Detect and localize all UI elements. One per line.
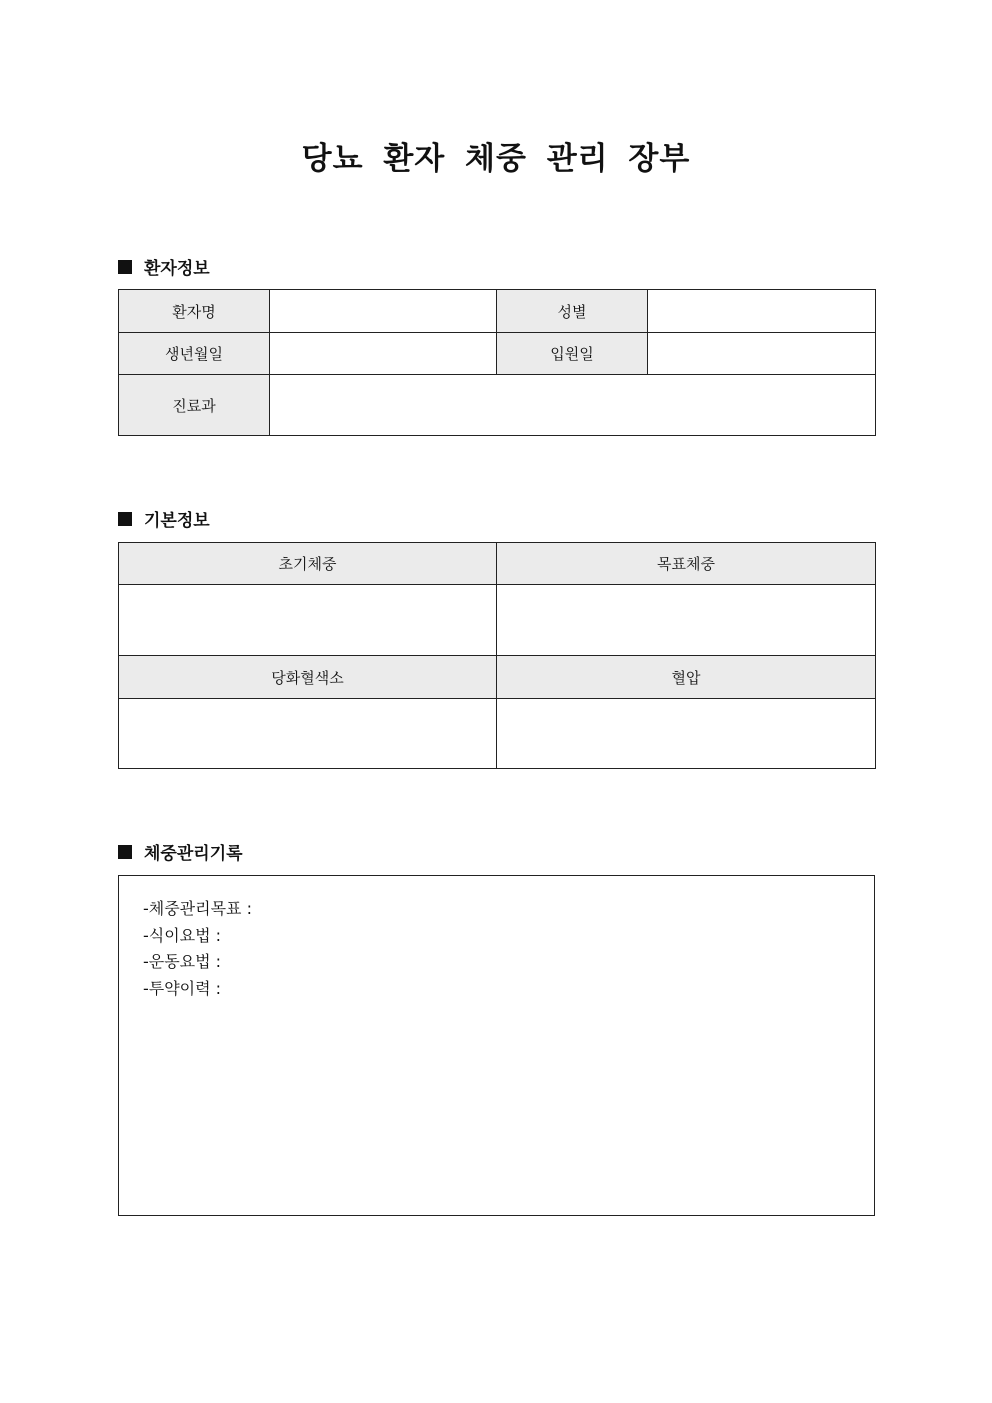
diet-therapy-line: -식이요법 : <box>143 925 222 945</box>
blood-pressure-label: 혈압 <box>497 656 876 699</box>
admission-date-label: 입원일 <box>497 333 648 375</box>
weight-goal-line: -체중관리목표 : <box>143 899 252 918</box>
weight-record-box[interactable] <box>118 875 875 1216</box>
birthdate-label: 생년월일 <box>119 333 270 375</box>
weight-record-heading <box>118 839 243 864</box>
basic-info-heading <box>118 506 210 531</box>
basic-info-table <box>118 542 876 769</box>
patient-info-table <box>118 289 876 436</box>
medication-history-line: -투약이력 : <box>143 978 222 998</box>
exercise-therapy-line: -운동요법 : <box>143 952 222 971</box>
square-bullet-icon <box>118 512 132 526</box>
patient-info-heading-text: 환자정보 <box>144 259 210 279</box>
birthdate-field[interactable] <box>270 333 497 375</box>
name-label: 환자명 <box>119 290 270 333</box>
admission-date-field[interactable] <box>648 333 876 375</box>
gender-field[interactable] <box>648 290 876 333</box>
name-field[interactable] <box>270 290 497 333</box>
department-field[interactable] <box>270 375 876 436</box>
target-weight-label: 목표체중 <box>497 543 876 585</box>
target-weight-field[interactable] <box>497 585 876 656</box>
square-bullet-icon <box>118 260 132 274</box>
blood-pressure-field[interactable] <box>497 699 876 769</box>
gender-label: 성별 <box>497 290 648 333</box>
initial-weight-label: 초기체중 <box>119 543 497 585</box>
hba1c-field[interactable] <box>119 699 497 769</box>
initial-weight-field[interactable] <box>119 585 497 656</box>
weight-record-heading-text: 체중관리기록 <box>144 844 243 864</box>
department-label: 진료과 <box>119 375 270 436</box>
square-bullet-icon <box>118 845 132 859</box>
basic-info-heading-text: 기본정보 <box>144 511 210 531</box>
hba1c-label: 당화혈색소 <box>119 656 497 699</box>
document-title: 당뇨 환자 체중 관리 장부 <box>301 141 691 177</box>
patient-info-heading <box>118 254 210 279</box>
